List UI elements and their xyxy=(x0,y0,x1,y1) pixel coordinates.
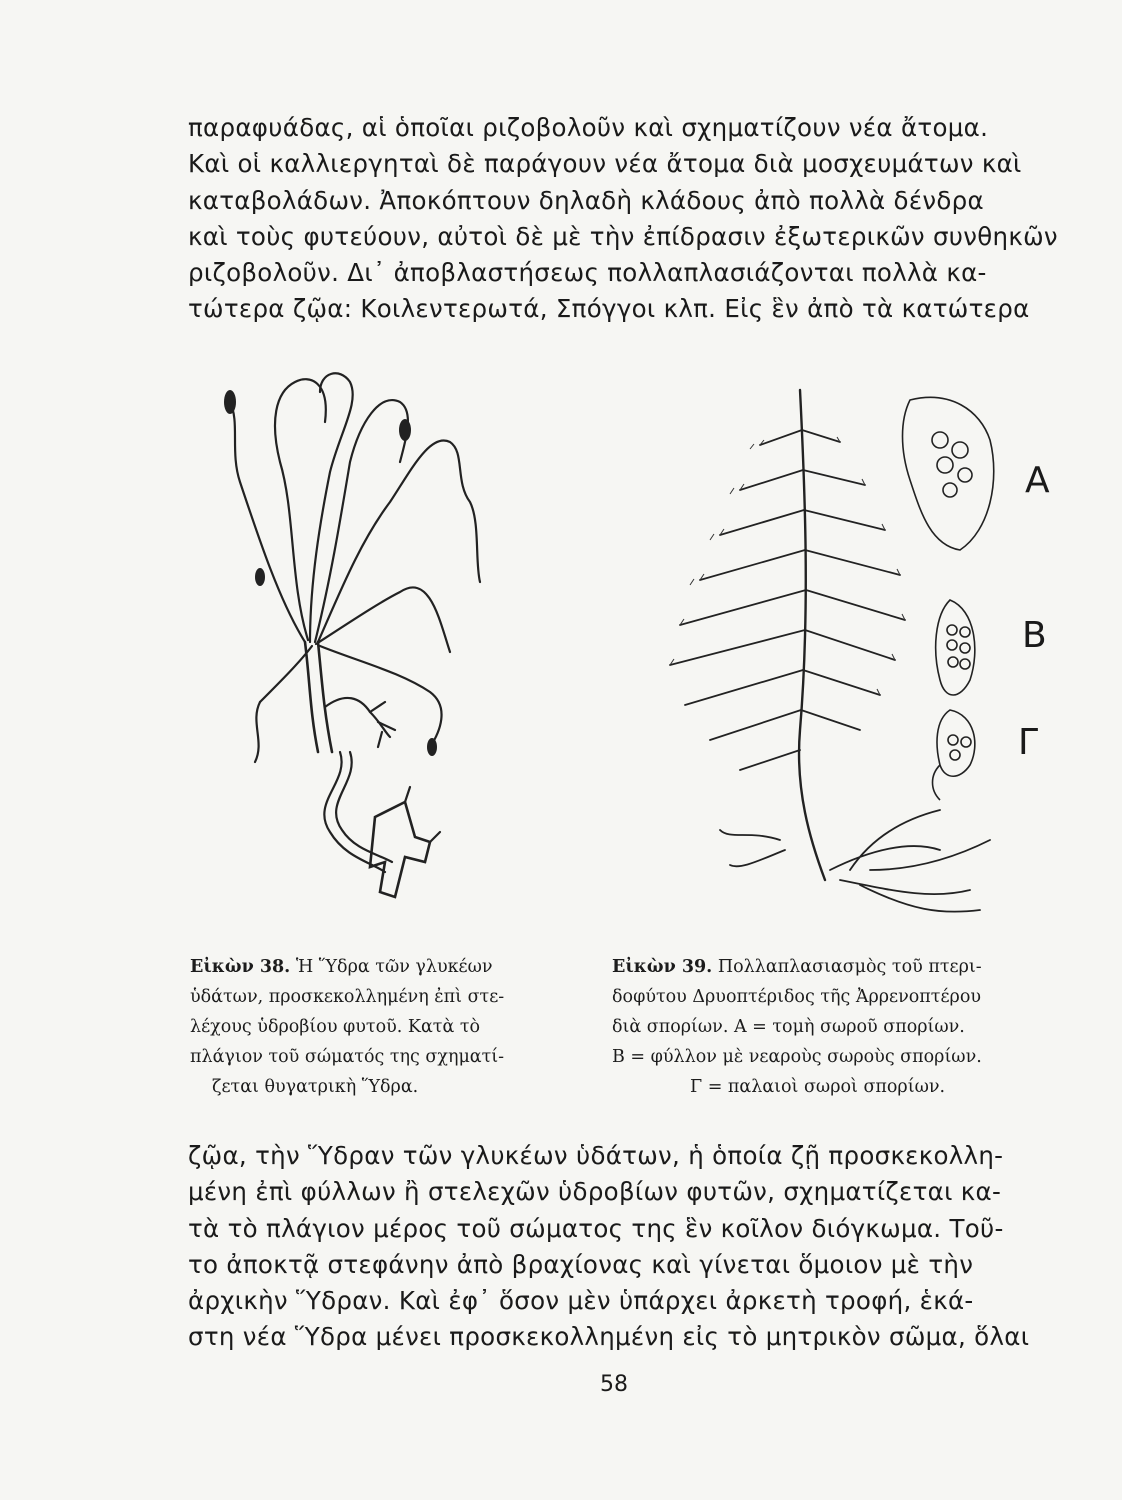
text-line: καταβολάδων. Ἀποκόπτουν δηλαδὴ κλάδους ἀπὸ πολλὰ δένδρα xyxy=(188,185,984,215)
figure-39-caption xyxy=(612,952,1067,1102)
text-line: ἀρχικὴν Ὕδραν. Καὶ ἐφ᾽ ὅσον μὲν ὑπάρχει ἀρκετὴ τροφή, ἑκά- xyxy=(188,1286,974,1316)
caption-line: διὰ σπορίων. Α = τομὴ σωροῦ σπορίων. xyxy=(612,1017,965,1037)
paragraph-bottom xyxy=(188,1138,1030,1356)
text-line: στη νέα Ὕδρα μένει προσκεκολλημένη εἰς τὸ μητρικὸν σῶμα, ὅλαι xyxy=(188,1322,1030,1352)
label-a: Α xyxy=(1025,460,1050,501)
caption-line: πλάγιον τοῦ σώματός της σχηματί- xyxy=(190,1047,505,1067)
figure-39-number: Εἰκὼν 39. xyxy=(612,957,713,977)
text-line: ριζοβολοῦν. Δι᾽ ἀποβλαστήσεως πολλαπλασιάζονται πολλὰ κα- xyxy=(188,258,987,288)
caption-line: Β = φύλλον μὲ νεαροὺς σωροὺς σπορίων. xyxy=(612,1047,982,1067)
caption-line xyxy=(612,952,1067,982)
hydra-illustration xyxy=(200,362,500,932)
caption-text: Πολλαπλασιασμὸς τοῦ πτερι- xyxy=(717,957,982,977)
text-line: παραφυάδας, αἱ ὁποῖαι ριζοβολοῦν καὶ σχηματίζουν νέα ἄτομα. xyxy=(188,113,989,142)
caption-line xyxy=(190,952,550,982)
fern-illustration xyxy=(610,370,1090,930)
caption-line: ὑδάτων, προσκεκολλημένη ἐπὶ στε- xyxy=(190,987,505,1007)
text-line: τὰ τὸ πλάγιον μέρος τοῦ σώματος της ἓν κοῖλον διόγκωμα. Τοῦ- xyxy=(188,1213,1004,1243)
text-line: το ἀποκτᾷ στεφάνην ἀπὸ βραχίονας καὶ γίνεται ὅμοιον μὲ τὴν xyxy=(188,1249,974,1279)
figure-38-caption xyxy=(190,952,550,1102)
page-number: 58 xyxy=(600,1372,628,1397)
figure-38-number: Εἰκὼν 38. xyxy=(190,957,291,977)
caption-line: Γ = παλαιοὶ σωροὶ σπορίων. xyxy=(690,1077,946,1097)
caption-line: δοφύτου Δρυοπτέριδος τῆς Ἀρρενοπτέρου xyxy=(612,987,982,1007)
text-line: τώτερα ζῷα: Κοιλεντερωτά, Σπόγγοι κλπ. Εἰς ἓν ἀπὸ τὰ κατώτερα xyxy=(188,294,1030,324)
text-line: καὶ τοὺς φυτεύουν, αὐτοὶ δὲ μὲ τὴν ἐπίδρασιν ἐξωτερικῶν συνθηκῶν xyxy=(188,221,1058,251)
text-line: μένη ἐπὶ φύλλων ἢ στελεχῶν ὑδροβίων φυτῶν, σχηματίζεται κα- xyxy=(188,1177,1002,1207)
paragraph-top xyxy=(188,110,1058,328)
label-b: Β xyxy=(1022,615,1047,656)
caption-text: Ἡ Ὕδρα τῶν γλυκέων xyxy=(295,957,493,977)
text-line: ζῷα, τὴν Ὕδραν τῶν γλυκέων ὑδάτων, ἡ ὁποία ζῇ προσκεκολλη- xyxy=(188,1141,1004,1170)
caption-line: ζεται θυγατρικὴ Ὕδρα. xyxy=(212,1077,419,1097)
text-line: Καὶ οἱ καλλιεργηταὶ δὲ παράγουν νέα ἄτομα διὰ μοσχευμάτων καὶ xyxy=(188,149,1022,179)
label-g: Γ xyxy=(1018,722,1039,763)
caption-line: λέχους ὑδροβίου φυτοῦ. Κατὰ τὸ xyxy=(190,1017,481,1037)
